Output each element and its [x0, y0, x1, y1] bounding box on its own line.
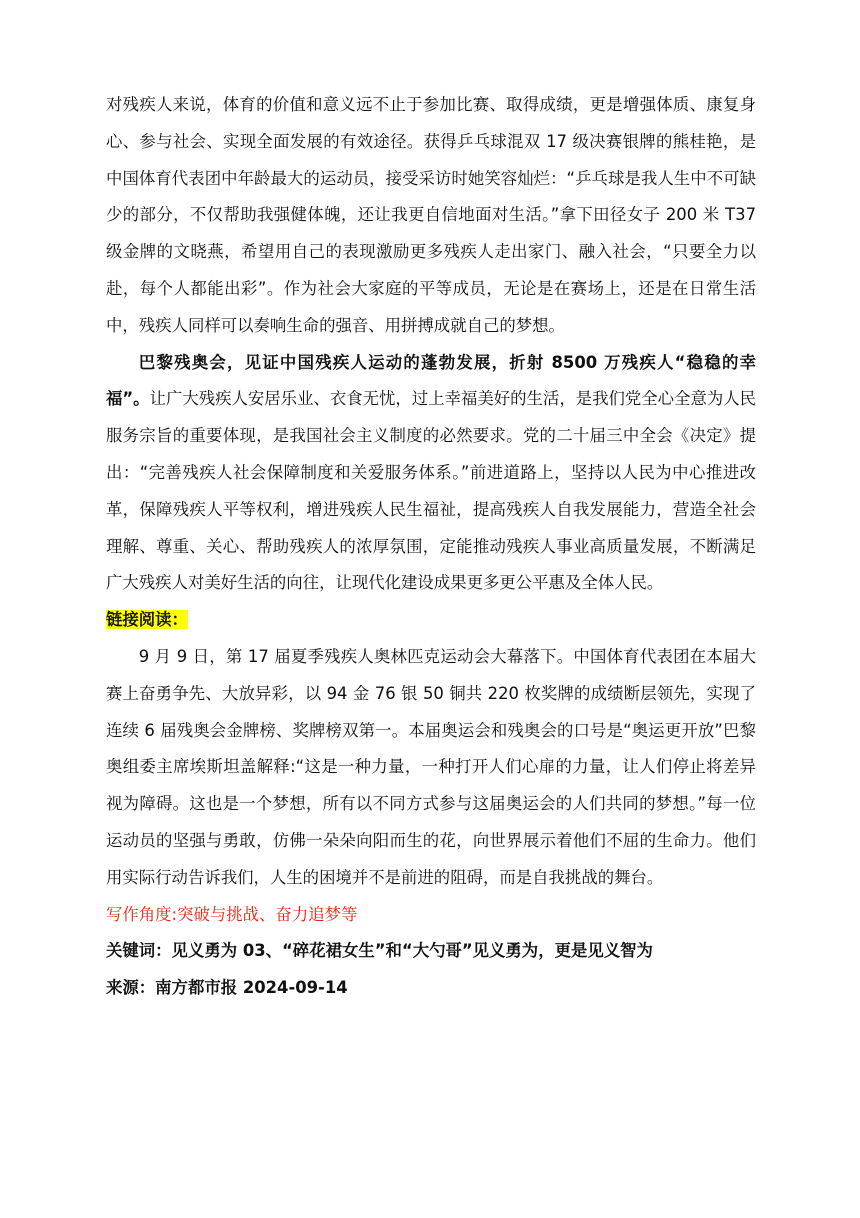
link-reading-heading: 链接阅读： [106, 610, 188, 630]
paragraph-paris-paralympics [106, 345, 756, 603]
paragraph-lead-sentence: 巴黎残奥会，见证中国残疾人运动的蓬勃发展，折射 8500 万残疾人“稳稳的幸福”。 [106, 352, 756, 409]
paragraph-paralympics-closing: 9 月 9 日，第 17 届夏季残疾人奥林匹克运动会大幕落下。中国体育代表团在本届大赛上奋勇争先、大放异彩，以 94 金 76 银 50 铜共 220 枚奖牌的成绩断层领先，实现了连续 6 届残奥会金牌榜、奖牌榜双第一。本届奥运会和残奥会的口号是“奥运更开放”巴黎奥组委主席埃斯坦盖解释:“这是一种力量，一种打开人们心扉的力量，让人们停止将差异视为障碍。这也是一个梦想，所有以不同方式参与这届奥运会的人们共同的梦想。”每一位运动员的坚强与勇敢，仿佛一朵朵向阳而生的花，向世界展示着他们不屈的生命力。他们用实际行动告诉我们，人生的困境并不是前进的阻碍，而是自我挑战的舞台。 [106, 646, 756, 887]
source-line: 来源：南方都市报 2024-09-14 [106, 978, 348, 998]
keywords-line: 关键词：见义勇为 03、“碎花裙女生”和“大勺哥”见义勇为，更是见义智为 [106, 941, 653, 961]
paragraph-body-text: 让广大残疾人安居乐业、衣食无忧，过上幸福美好的生活，是我们党全心全意为人民服务宗旨的重要体现，是我国社会主义制度的必然要求。党的二十届三中全会《决定》提出：“完善残疾人社会保障制度和关爱服务体系。”前进道路上，坚持以人民为中心推进改革，保障残疾人平等权利，增进残疾人民生福祉，提高残疾人自我发展能力，营造全社会理解、尊重、关心、帮助残疾人的浓厚氛围，定能推动残疾人事业高质量发展，不断满足广大残疾人对美好生活的向往，让现代化建设成果更多更公平惠及全体人民。 [106, 389, 757, 593]
writing-angle: 写作角度:突破与挑战、奋力追梦等 [106, 904, 358, 924]
article-body [106, 87, 756, 1007]
link-reading-heading-row [106, 602, 756, 639]
paragraph-disabled-sports-value: 对残疾人来说，体育的价值和意义远不止于参加比赛、取得成绩，更是增强体质、康复身心、参与社会、实现全面发展的有效途径。获得乒乓球混双 17 级决赛银牌的熊桂艳，是中国体育代表团中年龄最大的运动员，接受采访时她笑容灿烂：“乒乓球是我人生中不可缺少的部分，不仅帮助我强健体魄，还让我更自信地面对生活。”拿下田径女子 200 米 T37 级金牌的文晓燕，希望用自己的表现激励更多残疾人走出家门、融入社会，“只要全力以赴，每个人都能出彩”。作为社会大家庭的平等成员，无论是在赛场上，还是在日常生活中，残疾人同样可以奏响生命的强音、用拼搏成就自己的梦想。 [106, 95, 756, 335]
